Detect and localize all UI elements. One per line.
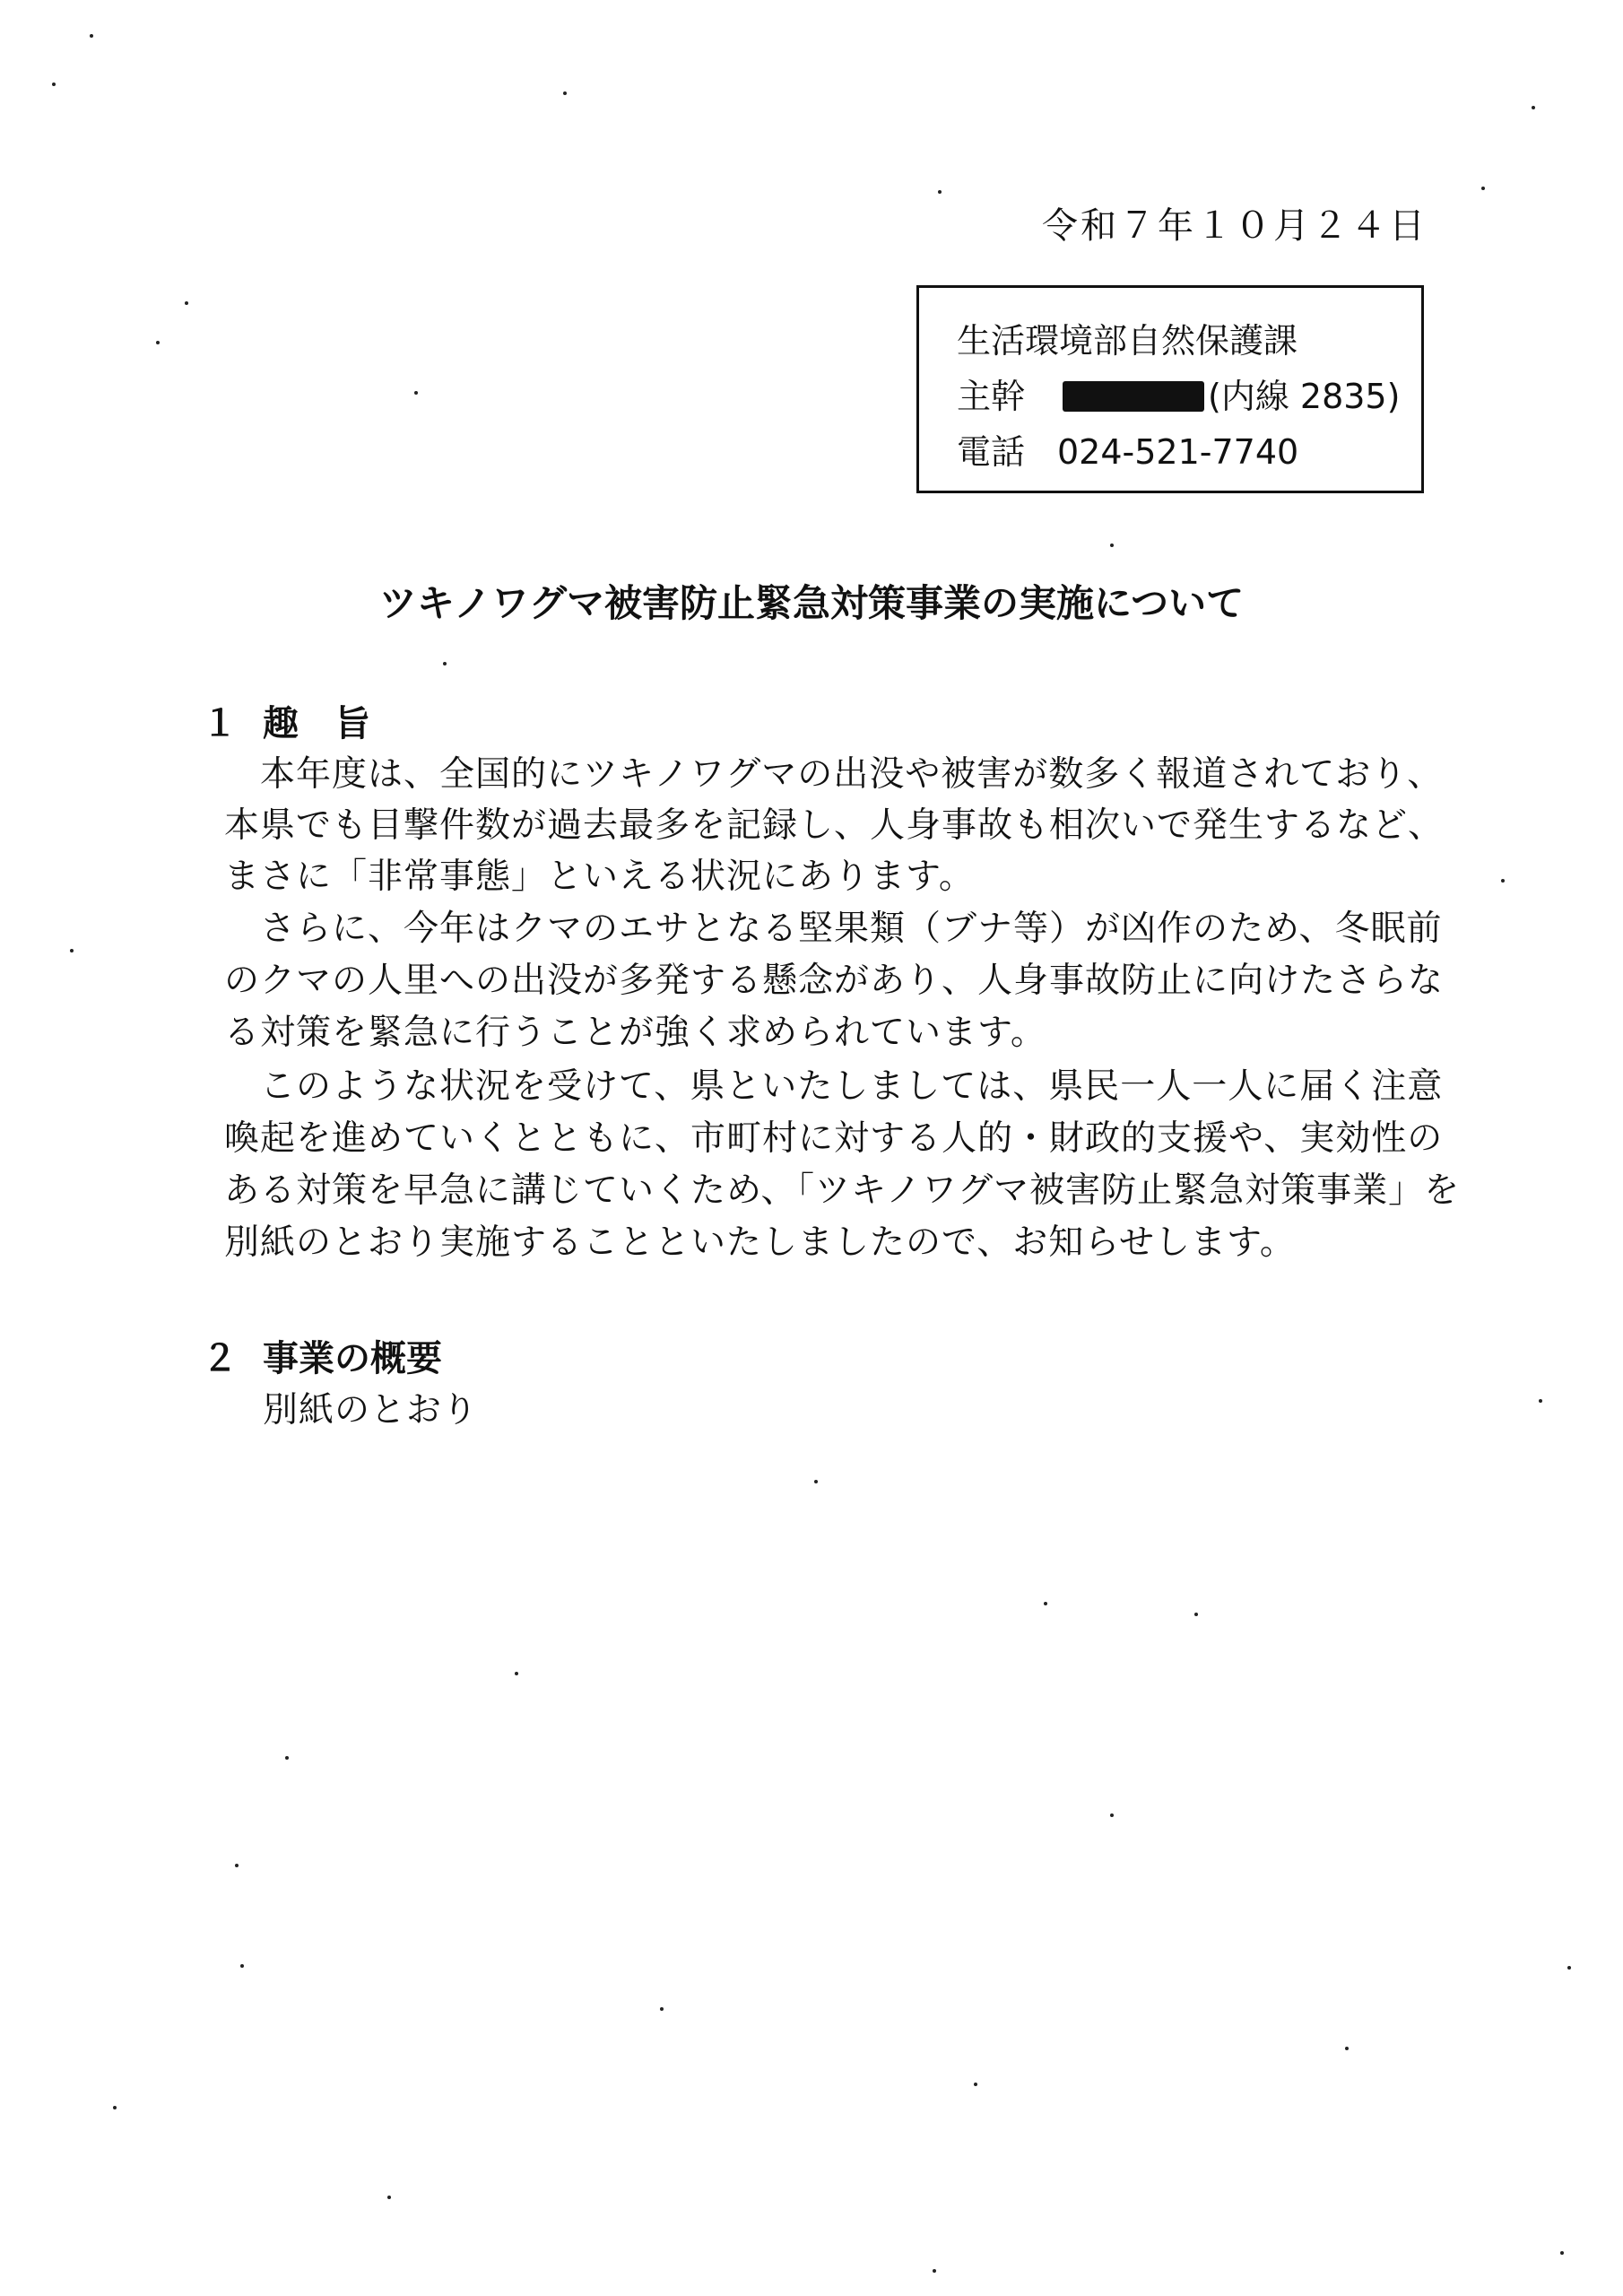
scan-speck — [414, 391, 418, 395]
scan-speck — [90, 34, 93, 38]
scan-speck — [443, 662, 447, 665]
section-2-heading — [202, 1330, 442, 1381]
scan-speck — [1567, 1966, 1571, 1970]
section-1-line: このような状況を受けて、県といたしましては、県民一人一人に届く注意 — [260, 1066, 1444, 1107]
redacted-name — [1063, 381, 1204, 412]
role-label: 主幹 — [957, 377, 1026, 416]
extension-number: (内線 2835) — [1208, 377, 1401, 416]
scan-speck — [1110, 544, 1114, 547]
scan-speck — [70, 949, 74, 952]
scan-speck — [240, 1964, 244, 1968]
scan-speck — [1481, 187, 1485, 190]
contact-phone — [957, 424, 1421, 480]
scan-speck — [1501, 879, 1505, 883]
contact-box — [916, 285, 1424, 493]
scan-speck — [156, 341, 160, 344]
scan-speck — [814, 1480, 818, 1483]
scan-speck — [515, 1672, 518, 1675]
scan-speck — [1110, 1813, 1114, 1817]
scan-speck — [1345, 2047, 1349, 2050]
section-2-label: 事業の概要 — [263, 1338, 442, 1379]
scan-speck — [387, 2196, 391, 2199]
section-1-line: る対策を緊急に行うことが強く求められています。 — [224, 1013, 1046, 1053]
department-name: 生活環境部自然保護課 — [957, 321, 1298, 361]
section-1-heading — [202, 695, 370, 746]
section-1-line: まさに「非常事態」といえる状況にあります。 — [224, 857, 975, 897]
section-1-label: 趣 旨 — [263, 703, 370, 744]
section-1-line: のクマの人里への出没が多発する懸念があり、人身事故防止に向けたさらな — [224, 961, 1445, 1001]
scan-speck — [1532, 106, 1535, 109]
section-1-line: さらに、今年はクマのエサとなる堅果類（ブナ等）が凶作のため、冬眠前 — [260, 909, 1443, 949]
scan-speck — [1044, 1602, 1047, 1605]
scan-speck — [285, 1756, 289, 1760]
section-1-number: １ — [202, 703, 238, 744]
section-2-body: 別紙のとおり — [263, 1390, 479, 1431]
scan-speck — [185, 301, 188, 305]
contact-person — [957, 369, 1421, 424]
section-1-line: 本年度は、全国的にツキノワグマの出没や被害が数多く報道されており、 — [260, 754, 1444, 795]
section-1-line: 本県でも目撃件数が過去最多を記録し、人身事故も相次いで発生するなど、 — [224, 805, 1445, 846]
scan-speck — [1194, 1613, 1198, 1616]
section-1-line: 別紙のとおり実施することといたしましたので、お知らせします。 — [224, 1222, 1296, 1263]
document-title: ツキノワグマ被害防止緊急対策事業の実施について — [378, 581, 1245, 625]
phone-label: 電話 — [957, 432, 1026, 472]
scan-speck — [938, 190, 942, 194]
document-date: 令和７年１０月２４日 — [1042, 205, 1428, 247]
scan-speck — [660, 2007, 664, 2011]
section-1-line: 喚起を進めていくとともに、市町村に対する人的・財政的支援や、実効性の — [224, 1118, 1444, 1159]
scan-speck — [235, 1864, 239, 1867]
scan-speck — [52, 83, 56, 86]
scan-speck — [974, 2083, 977, 2086]
scan-speck — [563, 91, 567, 95]
scan-speck — [1560, 2251, 1564, 2255]
section-1-line: ある対策を早急に講じていくため、「ツキノワグマ被害防止緊急対策事業」を — [224, 1170, 1461, 1211]
contact-department — [957, 313, 1421, 369]
scan-speck — [113, 2106, 117, 2109]
scan-speck — [933, 2269, 936, 2273]
section-2-number: ２ — [202, 1338, 238, 1379]
scan-speck — [1539, 1399, 1542, 1403]
phone-number: 024-521-7740 — [1057, 432, 1299, 472]
